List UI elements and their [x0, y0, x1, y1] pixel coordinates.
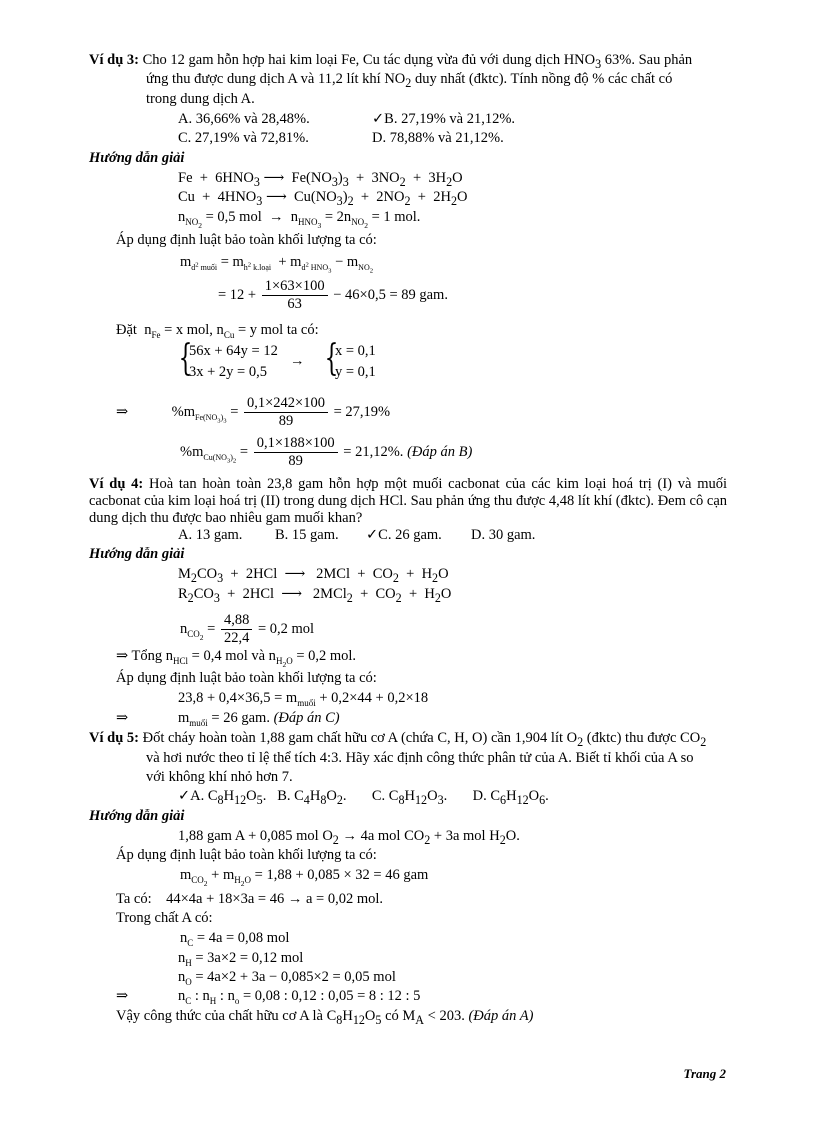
- ex3-q1: Cho 12 gam hỗn hợp hai kim loại Fe, Cu tác dụng vừa đủ với dung dịch HNO: [142, 52, 596, 68]
- ex4-solution-heading: Hướng dẫn giải: [89, 546, 185, 562]
- ex5-taco-eq: 44×4a + 18×3a = 46 → a = 0,02 mol.: [166, 891, 384, 907]
- ex4-reaction-2: $R_2CO_3 + 2HCl$ ⟶ $2MCl_2 + CO_2 + H_2O$: [178, 586, 452, 605]
- ex3-pfe-result: = 27,19%: [333, 403, 391, 420]
- ex5-question-line3: với không khí nhỏ hơn 7.: [146, 769, 293, 785]
- ex5-options: [178, 788, 549, 809]
- ex4-total: ⇒ Tổng $n_{HCl} = 0,4$ mol và $n_{H_2O} = 0,2$ mol.: [116, 648, 357, 669]
- ex4-reaction-1: $M_2CO_3 + 2HCl$ ⟶ $2MCl + CO_2 + H_2O$: [178, 566, 449, 585]
- ex5-final-b: có M: [381, 1008, 416, 1024]
- ex5-option-a: ✓A. $C_8H_{12}O_5$.: [178, 788, 267, 807]
- ex3-pfe-den: 89: [278, 413, 294, 429]
- ex3-set-variables: Đặt $n_{Fe} = x$ mol, $n_{Cu} = y$ mol ta có:: [116, 322, 319, 340]
- ex4-res-b: = 26 gam.: [207, 710, 270, 726]
- ex5-solution-heading: Hướng dẫn giải: [89, 808, 185, 824]
- ex3-system-eq1: 56x + 64y = 12: [189, 343, 278, 359]
- ex5-q1b: (đktc) thu được CO: [583, 730, 701, 746]
- ex3-label: Ví dụ 3:: [89, 52, 139, 68]
- ex4-nco2-den: 22,4: [223, 630, 250, 646]
- ex3-set-label: Đặt: [116, 322, 137, 338]
- ex3-q2b: duy nhất (đktc). Tính nồng độ % các chất có: [411, 71, 673, 87]
- ex3-system-arrow: →: [290, 353, 305, 369]
- ex3-system-brace-2: {: [324, 338, 339, 379]
- ex4-question: [89, 476, 727, 527]
- ex3-set-c: = y mol ta có:: [234, 322, 319, 338]
- ex5-no-val: = 4a×2 + 3a − 0,085×2 = 0,05 mol: [191, 969, 396, 985]
- ex3-answer: (Đáp án B): [407, 443, 473, 460]
- ex3-fraction: [262, 278, 328, 313]
- ex3-set-b: = x mol, n: [160, 322, 224, 338]
- ex4-res-a: m: [178, 710, 190, 726]
- ex4-answer: (Đáp án C): [273, 710, 340, 726]
- ex5-apply-law: Áp dụng định luật bảo toàn khối lượng ta có:: [116, 847, 377, 863]
- ex5-ratio: $n_C$ : $n_H$ : $n_o = 0,08$ : 0,12 : 0,05 = 8 : 12 : 5: [178, 988, 421, 1006]
- ex5-question-line1: Ví dụ 5: Đốt cháy hoàn toàn 1,88 gam chất hữu cơ A (chứa C, H, O) cần 1,904 lít $O_2$ (đktc) thu được $CO_2$: [89, 730, 707, 749]
- ex3-calc-start: = 12 +: [218, 286, 257, 303]
- ex4-eq-a: 23,8 + 0,4×36,5 = m: [178, 690, 298, 706]
- ex5-final-a: Vậy công thức của chất hữu cơ A là C: [116, 1008, 337, 1024]
- ex5-r1: 1,88 gam A + 0,085 mol O: [178, 828, 333, 844]
- ex5-option-c: C. $C_8H_{12}O_3$.: [371, 788, 448, 807]
- ex5-taco: [116, 891, 383, 908]
- ex3-q1b: 63%. Sau phản: [601, 52, 693, 68]
- ex3-option-d: D. 78,88% và 21,12%.: [372, 130, 504, 146]
- ex5-r1b: → 4a mol CO: [338, 828, 425, 844]
- ex4-q1: Hoà tan hoàn toàn 23,8 gam hỗn hợp một muối cacbonat của các kim loại hoá trị (I) và muối: [148, 476, 727, 492]
- ex3-reaction-cu: $Cu + 4HNO_3$ ⟶ $Cu(NO_3)_2 + 2NO_2 + 2H_2O$: [178, 189, 468, 208]
- ex4-option-c: ✓C. 26 gam.: [366, 527, 442, 543]
- ex4-option-a: A. 13 gam.: [178, 527, 243, 543]
- ex3-frac-den: 63: [287, 296, 302, 312]
- ex4-total-b: = 0,4 mol và n: [188, 648, 276, 664]
- ex5-r1c: + 3a mol H: [430, 828, 500, 844]
- ex3-pcu-den: 89: [288, 453, 303, 469]
- ex4-q3: cạn dung dịch thu được bao nhiêu gam muối khan?: [89, 493, 728, 526]
- ex5-r1d: O.: [505, 828, 520, 844]
- ex5-no: $n_O = 4a\times 2 + 3a - 0,085\times 2 = 0,05$ mol: [178, 969, 396, 987]
- ex3-calc-end: − 46×0,5 = 89 gam.: [333, 286, 448, 303]
- ex3-pfe-num: 0,1×242×100: [244, 395, 328, 413]
- page-number: Trang 2: [683, 1066, 726, 1081]
- ex3-question-line2: ứng thu được dung dịch A và 11,2 lít khí $NO_2$ duy nhất (đktc). Tính nồng độ % các chất có: [146, 71, 673, 90]
- ex5-taco-label: Ta có:: [116, 891, 152, 907]
- ex4-nco2-num: 4,88: [221, 612, 252, 630]
- ex4-total-c: = 0,2 mol.: [292, 648, 357, 664]
- ex3-system-brace-1: {: [178, 338, 193, 379]
- ex5-q1: Đốt cháy hoàn toàn 1,88 gam chất hữu cơ A (chứa C, H, O) cần 1,904 lít O: [142, 730, 578, 746]
- ex4-label: Ví dụ 4:: [89, 476, 144, 492]
- ex3-frac-num: 1×63×100: [262, 278, 328, 296]
- ex5-reaction: 1,88 gam A + 0,085 mol $O_2 \to 4a$ mol $CO_2 + 3a$ mol $H_2O$.: [178, 828, 520, 847]
- ex5-arrow: ⇒: [116, 988, 129, 1004]
- ex3-solution-heading: Hướng dẫn giải: [89, 150, 185, 166]
- ex3-question-line1: Ví dụ 3: Cho 12 gam hỗn hợp hai kim loại Fe, Cu tác dụng vừa đủ với dung dịch $HNO_3$ 63%. Sau phản: [89, 52, 693, 71]
- ex3-apply-law: Áp dụng định luật bảo toàn khối lượng ta có:: [116, 232, 377, 248]
- ex3-option-c: C. 27,19% và 72,81%.: [178, 130, 309, 146]
- ex5-final: Vậy công thức của chất hữu cơ A là $C_8H_{12}O_5$ có $M_A < 203$. (Đáp án A): [116, 1008, 534, 1027]
- ex5-nh: $n_H = 3a\times 2 = 0,12$ mol: [178, 950, 304, 968]
- ex4-nco2: $n_{CO_2}$ = $\frac{4,88}{22,4}$ = 0,2 mol: [180, 612, 315, 646]
- ex5-label: Ví dụ 5:: [89, 730, 139, 746]
- ex3-option-a: A. 36,66% và 28,48%.: [178, 111, 310, 127]
- ex3-pcu-result: = 21,12%.: [343, 443, 404, 460]
- ex3-pcu-frac: [254, 435, 338, 470]
- ex5-option-b: B. $C_4H_8O_2$.: [277, 788, 347, 807]
- ex3-mass-balance: $m_{d^2 muối} = m_{h^2 k.loại} + m_{d^2 HNO_3} - m_{NO_2}$: [180, 254, 374, 275]
- ex3-system-eq2: 3x + 2y = 0,5: [189, 364, 267, 380]
- ex5-question-line2: và hơi nước theo tỉ lệ thể tích 4:3. Hãy xác định công thức phân tử của A. Biết tỉ khối của A so: [146, 750, 694, 766]
- ex5-nc-val: = 4a = 0,08 mol: [193, 930, 290, 946]
- ex4-nco2-frac: [221, 612, 252, 647]
- ex3-q2: ứng thu được dung dịch A và 11,2 lít khí NO: [146, 71, 406, 87]
- ex5-final-c: < 203.: [424, 1008, 465, 1024]
- ex5-nh-val: = 3a×2 = 0,12 mol: [191, 950, 304, 966]
- ex5-answer: (Đáp án A): [468, 1008, 534, 1024]
- ex4-option-d: D. 30 gam.: [471, 527, 536, 543]
- ex4-q2: cacbonat của kim loại hoá trị (II) trong dung dịch HCl. Sau phản ứng thu được 4,48 lít khí (đktc). Đem cô: [89, 493, 704, 509]
- ex4-arrow: ⇒: [116, 710, 129, 726]
- ex3-reaction-fe: $Fe + 6HNO_3$ ⟶ $Fe(NO_3)_3 + 3NO_2 + 3H_2O$: [178, 170, 463, 189]
- ex3-option-b: ✓B. 27,19% và 21,12%.: [372, 111, 516, 127]
- ex3-question-line3: trong dung dịch A.: [146, 91, 255, 107]
- ex3-mass-calc: [218, 278, 448, 313]
- ex5-option-d: D. $C_6H_{12}O_6$.: [472, 788, 549, 807]
- ex3-pcu-num: 0,1×188×100: [254, 435, 338, 453]
- ex4-option-b: B. 15 gam.: [275, 527, 339, 543]
- ex4-nco2-result: = 0,2 mol: [257, 620, 315, 637]
- ex3-moles: $n_{NO_2} = 0,5$ mol → $n_{HNO_3} = 2n_{NO_2} = 1$ mol.: [178, 209, 421, 230]
- ex4-result: $m_{muối} = 26$ gam. (Đáp án C): [178, 710, 340, 728]
- ex4-eq-b: + 0,2×44 + 0,2×18: [315, 690, 429, 706]
- ex4-equation: $23,8 + 0,4\times 36,5 = m_{muối} + 0,2\times 44 + 0,2\times 18$: [178, 690, 429, 708]
- ex3-percent-cu: $\%m_{Cu(NO_3)_2}$ = $\frac{0,1\times 188\times 100}{89}$ = 21,12%. (Đáp án B): [180, 435, 473, 469]
- ex3-pfe-frac: [244, 395, 328, 430]
- ex3-percent-fe: ⇒ $\%m_{Fe(NO_3)_3}$ = $\frac{0,1\times 242\times 100}{89}$ = 27,19%: [116, 395, 391, 429]
- ex3-solution-y: y = 0,1: [335, 364, 376, 380]
- ex3-solution-x: x = 0,1: [335, 343, 376, 359]
- ex5-ratio-val: = 0,08 : 0,12 : 0,05 = 8 : 12 : 5: [239, 988, 421, 1004]
- ex5-mass-result: = 1,88 + 0,085 × 32 = 46 gam: [251, 867, 429, 883]
- ex4-total-a: ⇒ Tổng n: [116, 648, 173, 664]
- ex5-mass-balance: $m_{CO_2} + m_{H_2O} = 1,88 + 0,085 \times 32 = 46$ gam: [180, 867, 429, 888]
- ex4-apply-law: Áp dụng định luật bảo toàn khối lượng ta có:: [116, 670, 377, 686]
- ex5-trong: Trong chất A có:: [116, 910, 213, 926]
- ex5-nc: $n_C = 4a = 0,08$ mol: [180, 930, 290, 948]
